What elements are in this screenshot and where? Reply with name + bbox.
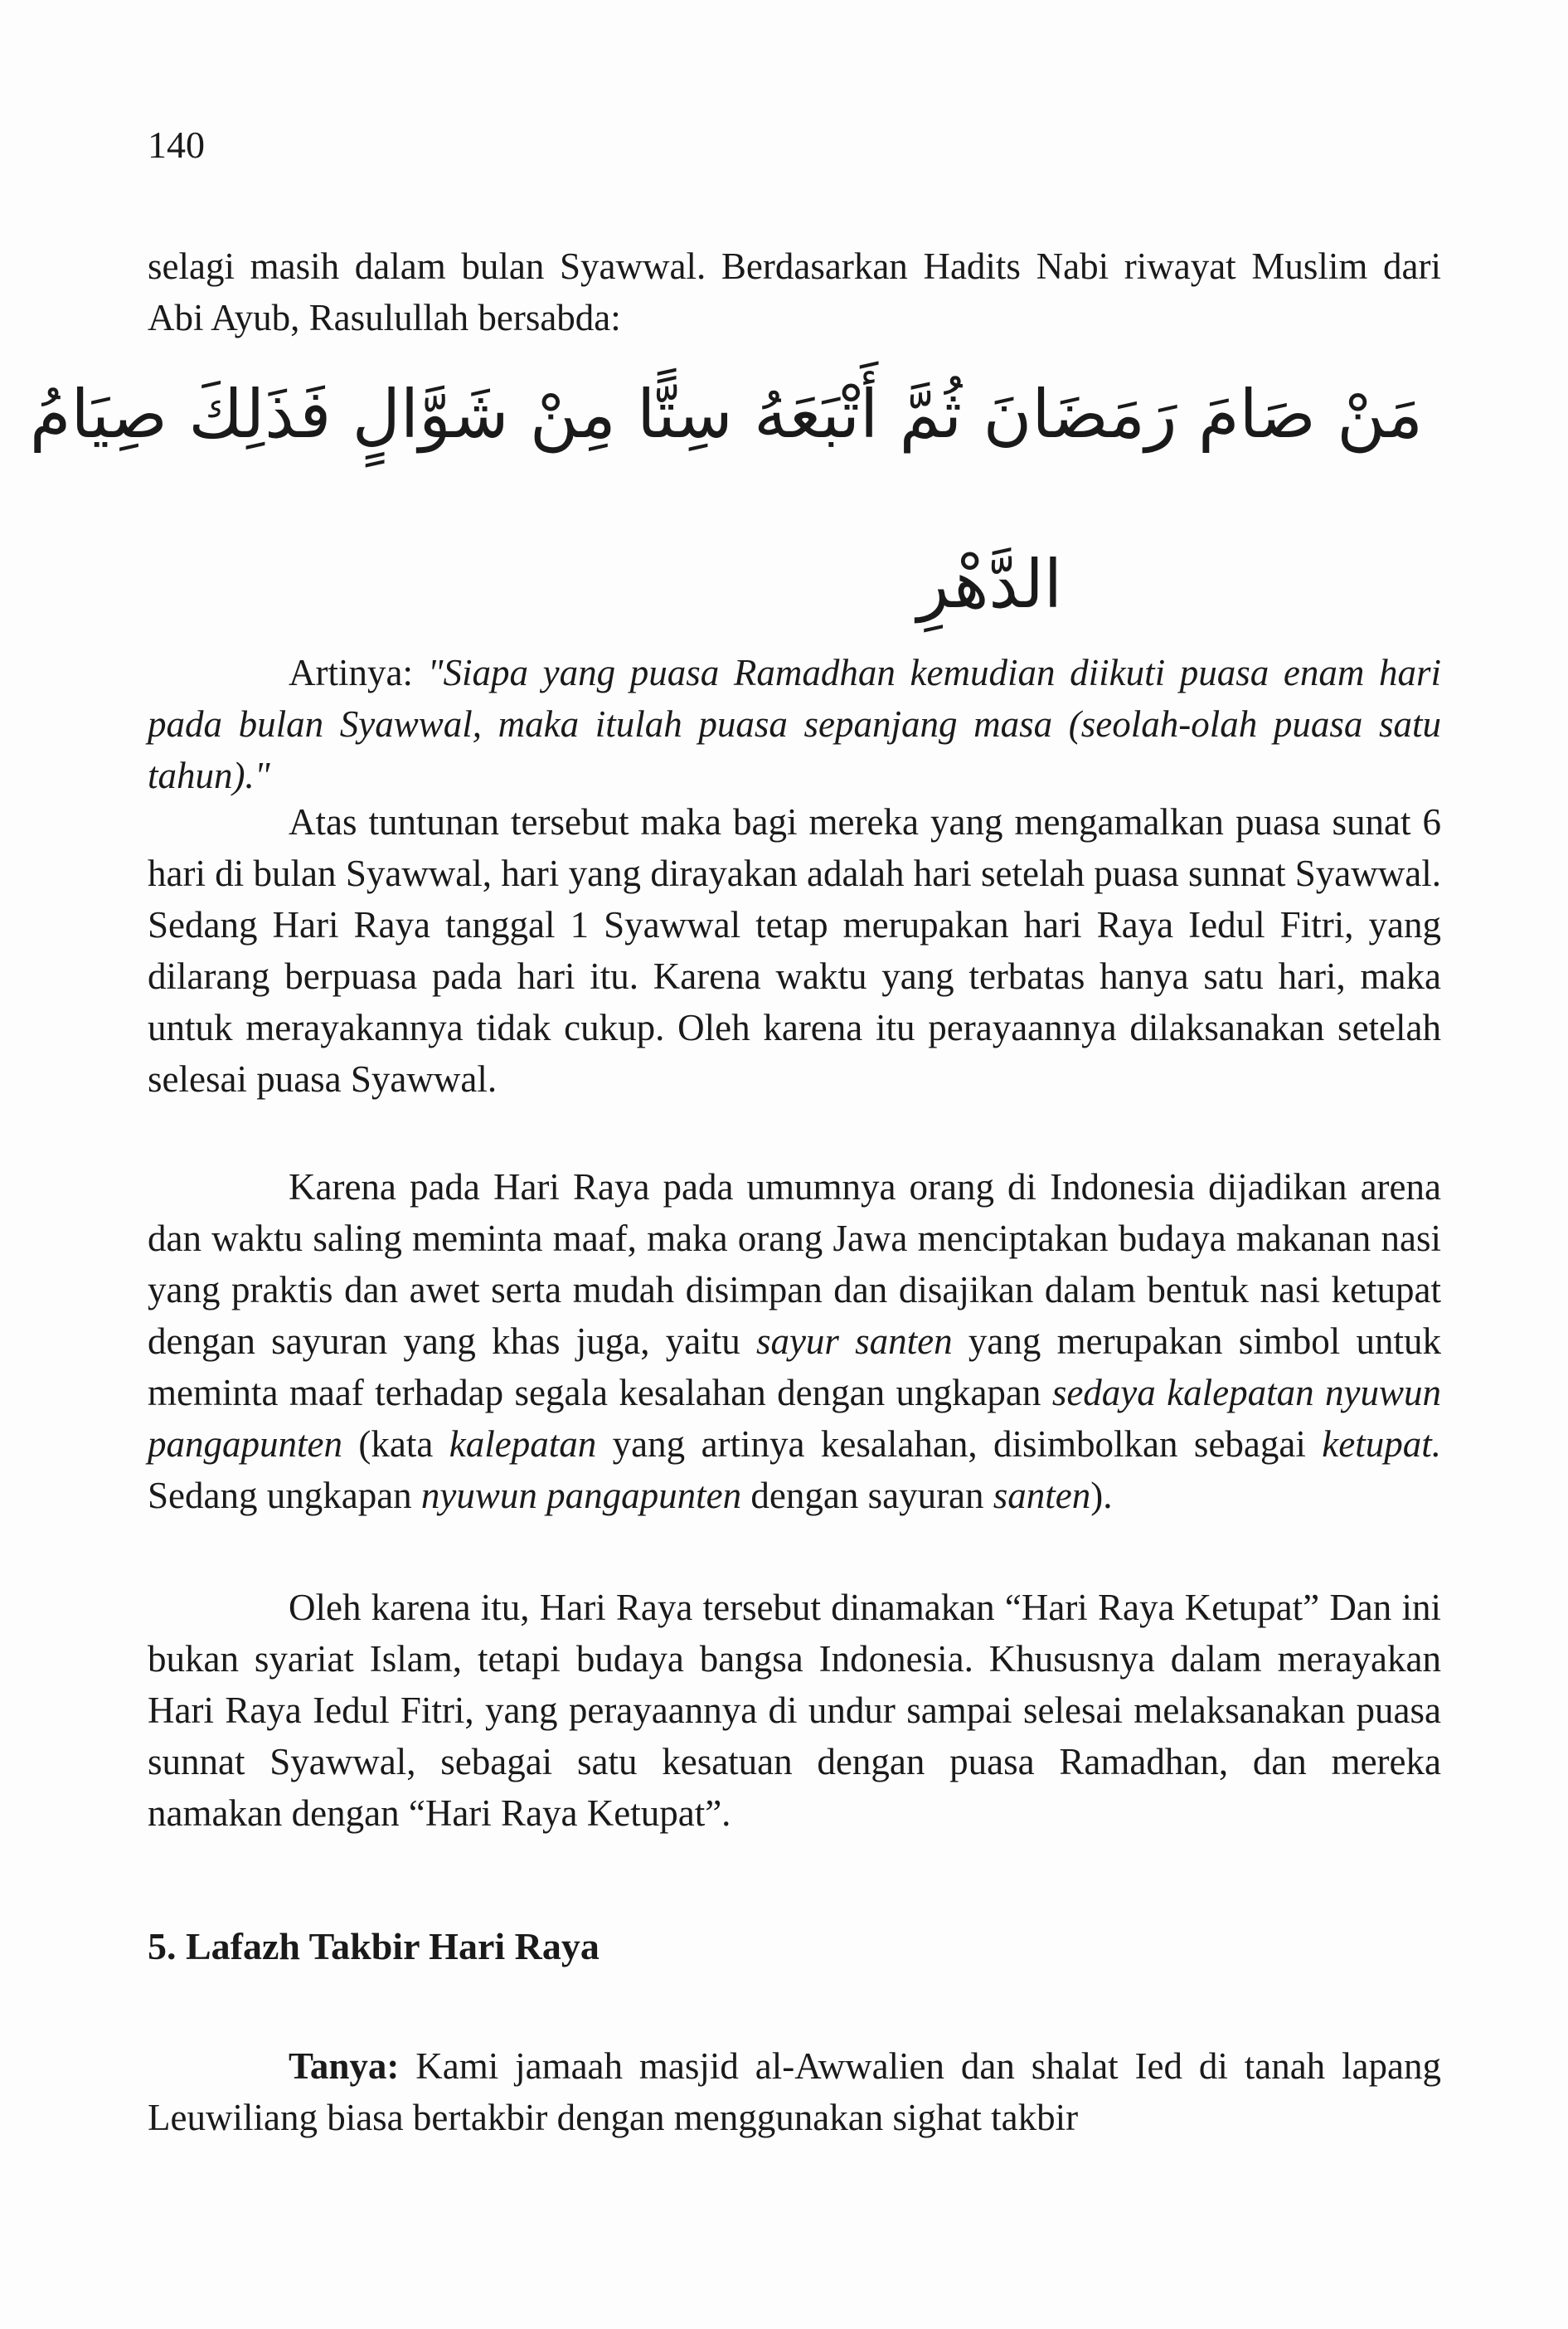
section-heading: 5. Lafazh Takbir Hari Raya [148, 1925, 600, 1967]
karena-italic-kalepatan: kalepatan [449, 1423, 597, 1465]
karena-italic-sayur-santen: sayur santen [755, 1320, 953, 1362]
karena-text-2: yang merupakan simbol untuk meminta maaf terhadap segala kesalahan dengan ungkapan [148, 1320, 1441, 1413]
karena-text-3: (kata [342, 1423, 449, 1465]
paragraph-oleh: Oleh karena itu, Hari Raya tersebut dinamakan “Hari Raya Ketupat” Dan ini bukan syariat Islam, tetapi budaya bangsa Indonesia. Khususnya dalam merayakan Hari Raya Iedul Fitri, yang perayaannya di undur sampai selesai melaksanakan puasa sunnat Syawwal, sebagai satu kesatuan dengan puasa Ramadhan, dan mereka namakan dengan “Hari Raya Ketupat”. [148, 1587, 1441, 1834]
question-label: Tanya: [289, 2045, 400, 2087]
translation-text: "Siapa yang puasa Ramadhan kemudian diikuti puasa enam hari pada bulan Syawwal, maka itulah puasa sepanjang masa (seolah-olah puasa satu tahun)." [148, 652, 1442, 796]
karena-text-1: Karena pada Hari Raya pada umumnya orang di Indonesia dijadikan arena dan waktu saling meminta maaf, maka orang Jawa menciptakan budaya makanan nasi yang praktis dan awet serta mudah disimpan dan disajikan dalam bentuk nasi ketupat dengan sayuran yang khas juga, yaitu [148, 1166, 1441, 1362]
karena-italic-ketupat: ketupat. [1322, 1423, 1441, 1465]
hadith-arabic-line-2: الدَّهْرِ [917, 546, 1062, 623]
karena-text-5: Sedang ungkapan [148, 1475, 421, 1516]
paragraph-karena [148, 1161, 1441, 1521]
intro-paragraph: selagi masih dalam bulan Syawwal. Berdasarkan Hadits Nabi riwayat Muslim dari Abi Ayub, Rasulullah bersabda: [148, 246, 1441, 338]
karena-text-4: yang artinya kesalahan, disimbolkan sebagai [596, 1423, 1323, 1465]
question-paragraph [148, 2040, 1441, 2143]
translation-label: Artinya: [289, 652, 428, 693]
page-number: 140 [148, 124, 205, 166]
karena-italic-nyuwun: nyuwun pangapunten [420, 1475, 742, 1516]
karena-text-6: dengan sayuran [741, 1475, 993, 1516]
karena-italic-ungkapan: sedaya kalepatan nyuwun pangapunten [148, 1372, 1442, 1465]
karena-text-7: ). [1090, 1475, 1113, 1516]
translation-paragraph [148, 647, 1441, 801]
karena-italic-santen: santen [993, 1475, 1091, 1516]
question-text: Kami jamaah masjid al-Awwalien dan shalat Ied di tanah lapang Leuwiliang biasa bertakbir dengan menggunakan sighat takbir [148, 2045, 1441, 2138]
paragraph-atas: Atas tuntunan tersebut maka bagi mereka yang mengamalkan puasa sunat 6 hari di bulan Syawwal, hari yang dirayakan adalah hari setelah puasa sunnat Syawwal. Sedang Hari Raya tanggal 1 Syawwal tetap merupakan hari Raya Iedul Fitri, yang dilarang berpuasa pada hari itu. Karena waktu yang terbatas hanya satu hari, maka untuk merayakannya tidak cukup. Oleh karena itu perayaannya dilaksanakan setelah selesai puasa Syawwal. [148, 801, 1441, 1100]
hadith-arabic-line-1: مَنْ صَامَ رَمَضَانَ ثُمَّ أَتْبَعَهُ سِتًّا مِنْ شَوَّالٍ فَذَلِكَ صِيَامُ [29, 376, 1423, 453]
